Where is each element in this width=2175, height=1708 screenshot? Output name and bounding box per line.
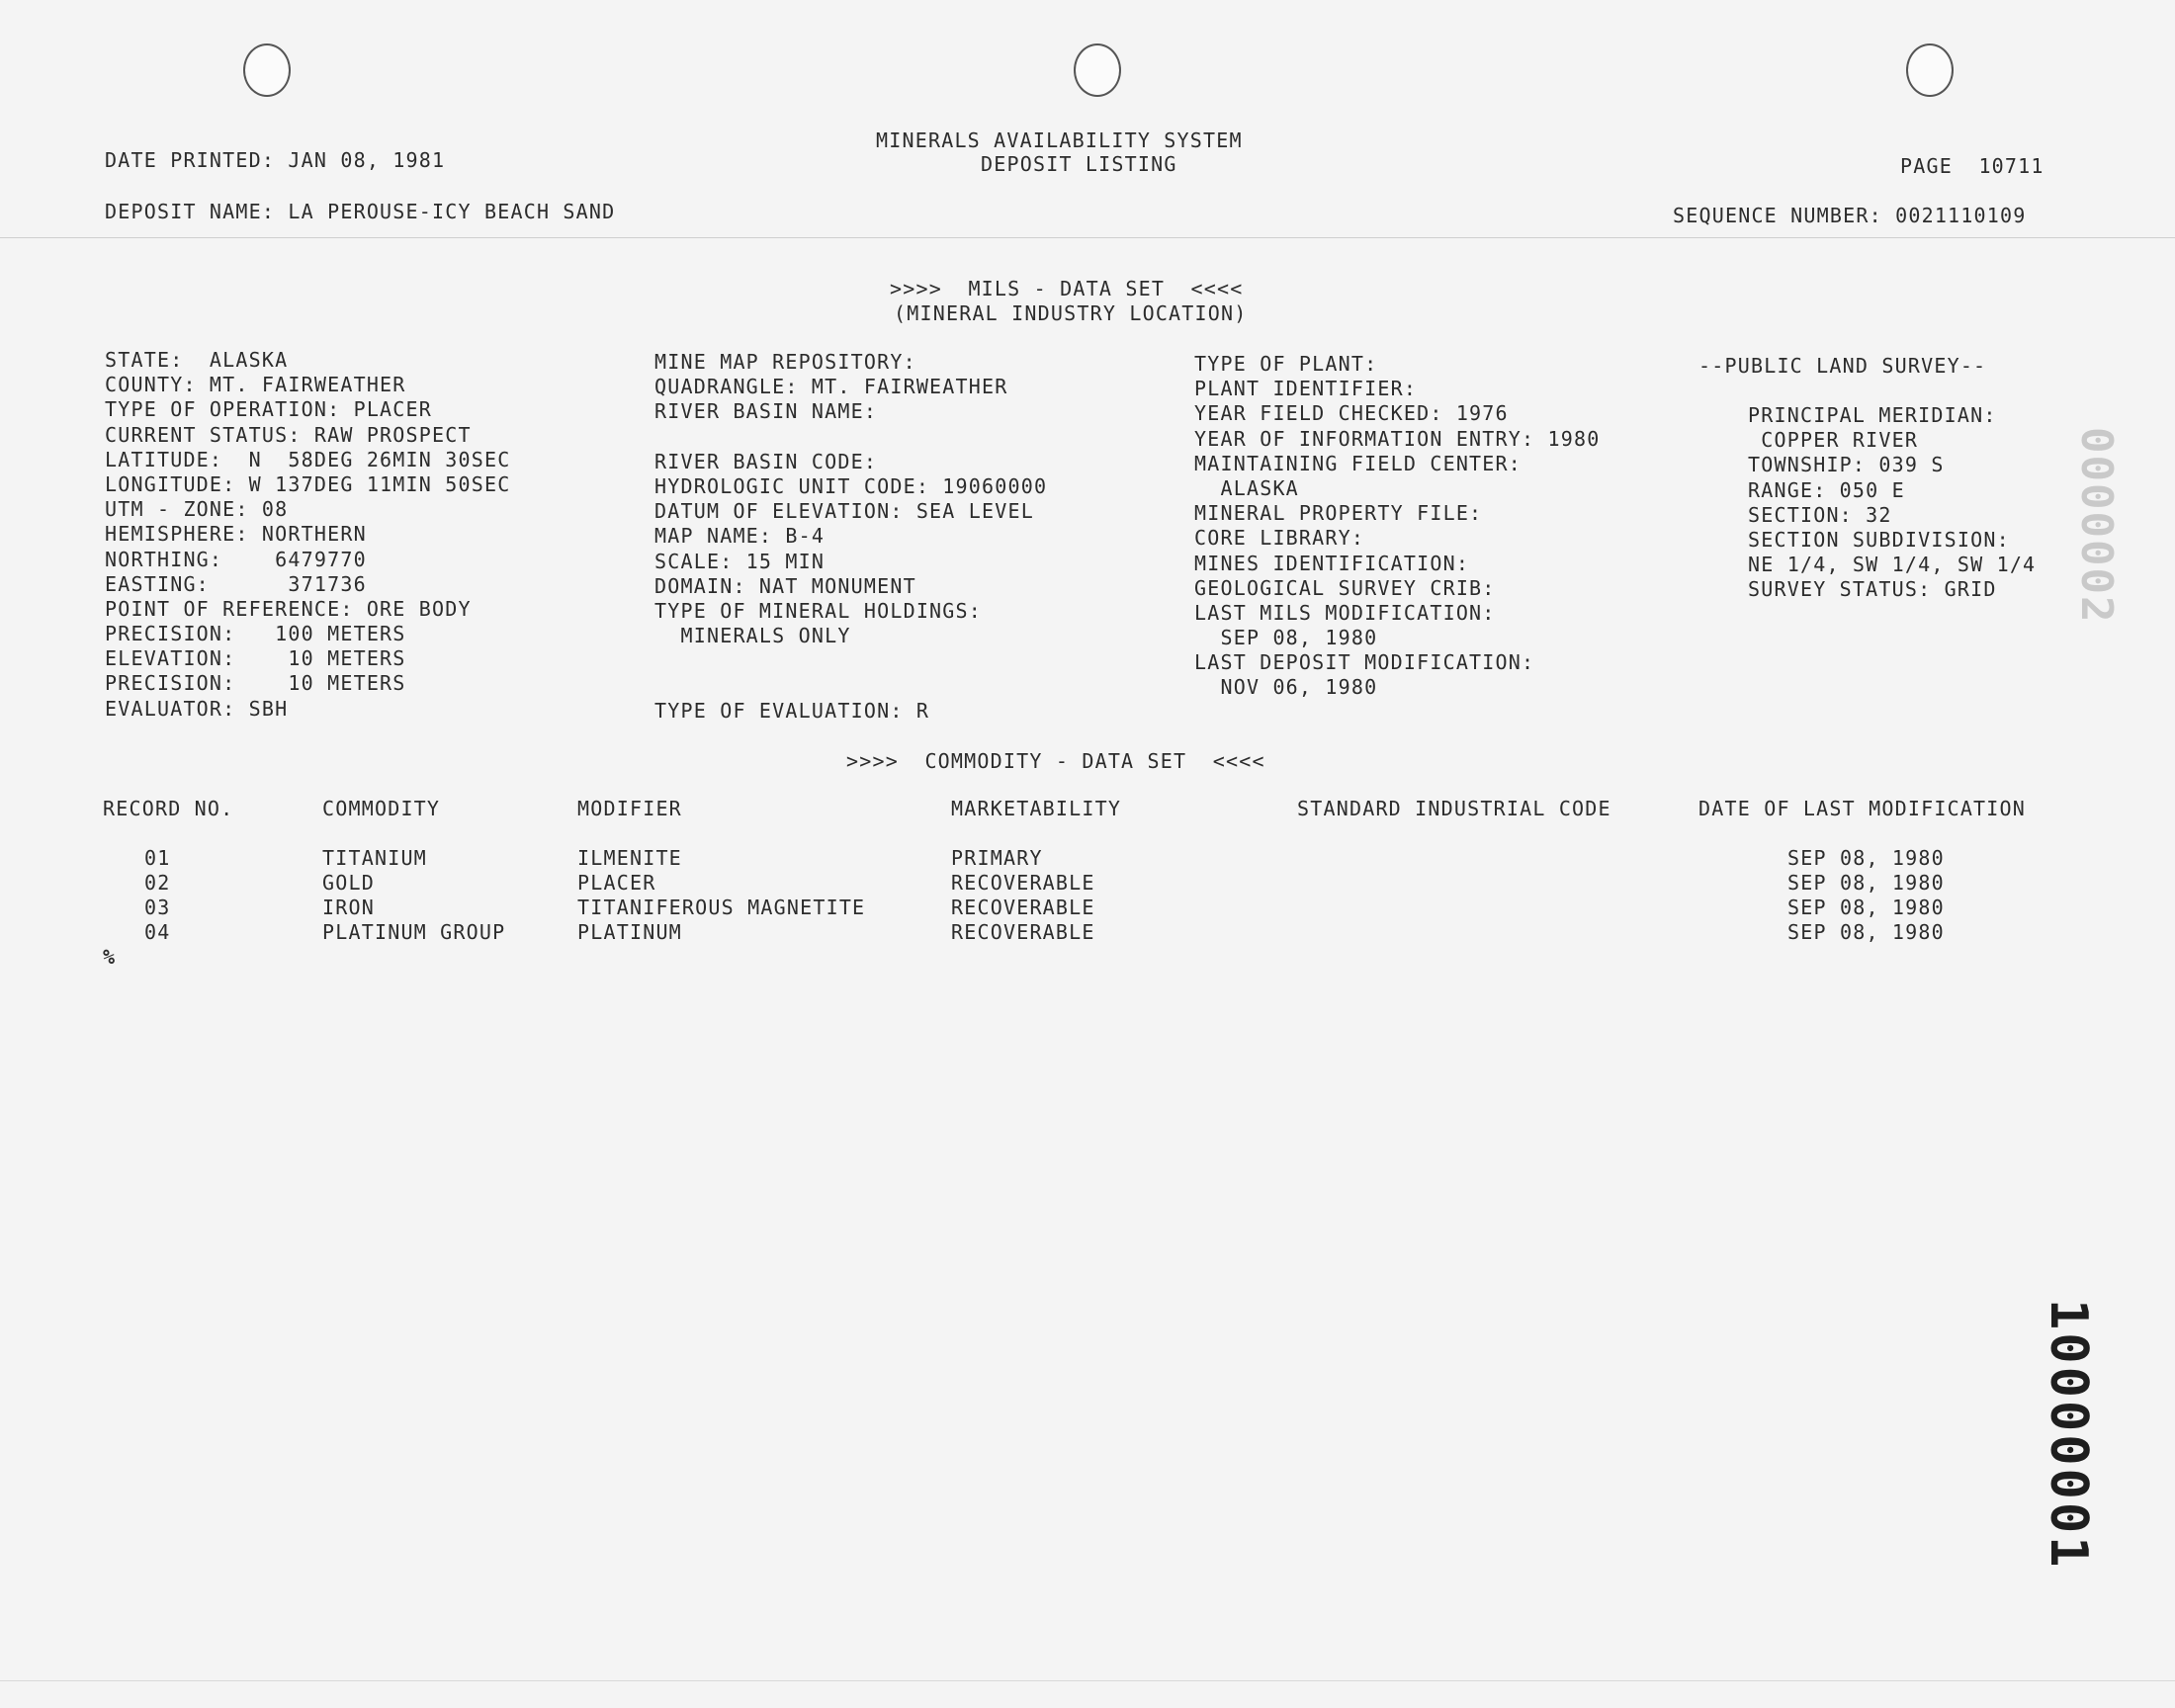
commodity-name: PLATINUM GROUP [322, 920, 506, 944]
listing-title: DEPOSIT LISTING [981, 152, 1177, 176]
end-of-listing-marker: % [103, 945, 117, 969]
record-no: 01 [144, 846, 171, 870]
mils-field: MINERAL PROPERTY FILE: [1194, 501, 1483, 526]
frame-number-stamp-top: 0000002 [2071, 427, 2122, 625]
punch-hole-center [1074, 43, 1121, 97]
mils-field: ALASKA [1194, 475, 1299, 500]
deposit-name: DEPOSIT NAME: LA PEROUSE-ICY BEACH SAND [105, 200, 616, 223]
date-printed: DATE PRINTED: JAN 08, 1981 [105, 148, 446, 172]
mils-field: PRECISION: 100 METERS [105, 622, 406, 646]
modification-date: SEP 08, 1980 [1787, 896, 1945, 919]
commodity-marketability: RECOVERABLE [951, 896, 1095, 919]
mils-subheading: (MINERAL INDUSTRY LOCATION) [894, 301, 1248, 325]
page-number: PAGE 10711 [1900, 154, 2044, 178]
record-no: 02 [144, 871, 171, 895]
mils-field: MAP NAME: B-4 [654, 524, 826, 549]
table-row [0, 896, 2175, 920]
mils-field: PLANT IDENTIFIER: [1194, 377, 1418, 401]
mils-field: POINT OF REFERENCE: ORE BODY [105, 596, 472, 621]
mils-field [654, 648, 1047, 673]
mils-field: MINERALS ONLY [654, 624, 851, 648]
mils-field: NORTHING: 6479770 [105, 547, 367, 571]
record-no: 03 [144, 896, 171, 919]
table-row [0, 871, 2175, 896]
commodity-name: GOLD [322, 871, 375, 895]
mils-field: RIVER BASIN NAME: [654, 399, 878, 424]
mils-column-plant [1194, 352, 1600, 701]
mils-field: CORE LIBRARY: [1194, 526, 1365, 551]
punch-hole-right [1906, 43, 1954, 97]
commodity-heading: >>>> COMMODITY - DATA SET <<<< [846, 749, 1265, 773]
mils-field: NE 1/4, SW 1/4, SW 1/4 [1748, 553, 2037, 577]
system-title: MINERALS AVAILABILITY SYSTEM [876, 128, 1243, 152]
mils-field: YEAR OF INFORMATION ENTRY: 1980 [1194, 426, 1601, 451]
mils-field: NOV 06, 1980 [1194, 675, 1378, 700]
mils-heading: >>>> MILS - DATA SET <<<< [890, 277, 1244, 300]
public-land-survey-heading: --PUBLIC LAND SURVEY-- [1698, 354, 1987, 378]
bottom-edge [0, 1680, 2175, 1681]
mils-column-land-survey [1748, 403, 2036, 603]
mils-field: STATE: ALASKA [105, 348, 289, 372]
mils-field: LATITUDE: N 58DEG 26MIN 30SEC [105, 447, 511, 471]
mils-field: TYPE OF PLANT: [1194, 352, 1378, 376]
commodity-marketability: RECOVERABLE [951, 920, 1095, 944]
punch-hole-left [243, 43, 291, 97]
column-header-modifier: MODIFIER [577, 797, 682, 820]
modification-date: SEP 08, 1980 [1787, 871, 1945, 895]
commodity-modifier: ILMENITE [577, 846, 682, 870]
frame-number-stamp-bottom: 10000001 [2039, 1299, 2098, 1571]
mils-field: LAST MILS MODIFICATION: [1194, 600, 1496, 625]
record-no: 04 [144, 920, 171, 944]
mils-field: MINE MAP REPOSITORY: [654, 350, 916, 374]
mils-field: SECTION: 32 [1748, 502, 1892, 527]
mils-field: RANGE: 050 E [1748, 477, 1905, 502]
mils-field [654, 673, 1047, 698]
mils-field: GEOLOGICAL SURVEY CRIB: [1194, 575, 1496, 600]
header-divider [0, 237, 2175, 238]
mils-field: TYPE OF MINERAL HOLDINGS: [654, 598, 983, 623]
commodity-name: IRON [322, 896, 375, 919]
mils-field: UTM - ZONE: 08 [105, 497, 289, 522]
mils-field: MINES IDENTIFICATION: [1194, 551, 1470, 575]
mils-column-maps [654, 350, 1047, 724]
commodity-modifier: TITANIFEROUS MAGNETITE [577, 896, 866, 919]
commodity-modifier: PLACER [577, 871, 656, 895]
modification-date: SEP 08, 1980 [1787, 920, 1945, 944]
commodity-table-header [0, 797, 2175, 821]
mils-field: SCALE: 15 MIN [654, 549, 826, 573]
mils-field: YEAR FIELD CHECKED: 1976 [1194, 401, 1509, 426]
column-header-record-no: RECORD NO. [103, 797, 234, 820]
commodity-name: TITANIUM [322, 846, 427, 870]
mils-field: SURVEY STATUS: GRID [1748, 577, 1997, 602]
mils-field: LONGITUDE: W 137DEG 11MIN 50SEC [105, 471, 511, 496]
mils-field: HEMISPHERE: NORTHERN [105, 522, 367, 547]
mils-field: HYDROLOGIC UNIT CODE: 19060000 [654, 473, 1048, 498]
mils-column-location [105, 348, 510, 722]
mils-field: DOMAIN: NAT MONUMENT [654, 573, 916, 598]
mils-field: EASTING: 371736 [105, 571, 367, 596]
sequence-number: SEQUENCE NUMBER: 0021110109 [1673, 204, 2027, 227]
commodity-marketability: RECOVERABLE [951, 871, 1095, 895]
mils-field: COUNTY: MT. FAIRWEATHER [105, 373, 406, 397]
table-row [0, 920, 2175, 945]
commodity-modifier: PLATINUM [577, 920, 682, 944]
mils-field [654, 425, 1047, 450]
mils-field: LAST DEPOSIT MODIFICATION: [1194, 650, 1535, 675]
mils-field: PRINCIPAL MERIDIAN: [1748, 403, 1997, 427]
mils-field: SEP 08, 1980 [1194, 626, 1378, 650]
mils-field: PRECISION: 10 METERS [105, 671, 406, 696]
column-header-commodity: COMMODITY [322, 797, 441, 820]
mils-field: QUADRANGLE: MT. FAIRWEATHER [654, 375, 1008, 399]
modification-date: SEP 08, 1980 [1787, 846, 1945, 870]
mils-field: MAINTAINING FIELD CENTER: [1194, 451, 1522, 475]
column-header-date: DATE OF LAST MODIFICATION [1698, 797, 2027, 820]
column-header-sic: STANDARD INDUSTRIAL CODE [1297, 797, 1611, 820]
commodity-marketability: PRIMARY [951, 846, 1043, 870]
mils-field: TOWNSHIP: 039 S [1748, 453, 1945, 477]
mils-field: EVALUATOR: SBH [105, 696, 289, 721]
mils-field: COPPER RIVER [1748, 428, 1919, 453]
mils-field: SECTION SUBDIVISION: [1748, 527, 2010, 552]
mils-field: TYPE OF EVALUATION: R [654, 698, 930, 723]
column-header-marketability: MARKETABILITY [951, 797, 1122, 820]
mils-field: ELEVATION: 10 METERS [105, 646, 406, 671]
mils-field: DATUM OF ELEVATION: SEA LEVEL [654, 499, 1034, 524]
mils-field: TYPE OF OPERATION: PLACER [105, 397, 433, 422]
table-row [0, 846, 2175, 871]
mils-field: RIVER BASIN CODE: [654, 449, 878, 473]
mils-field: CURRENT STATUS: RAW PROSPECT [105, 422, 472, 447]
